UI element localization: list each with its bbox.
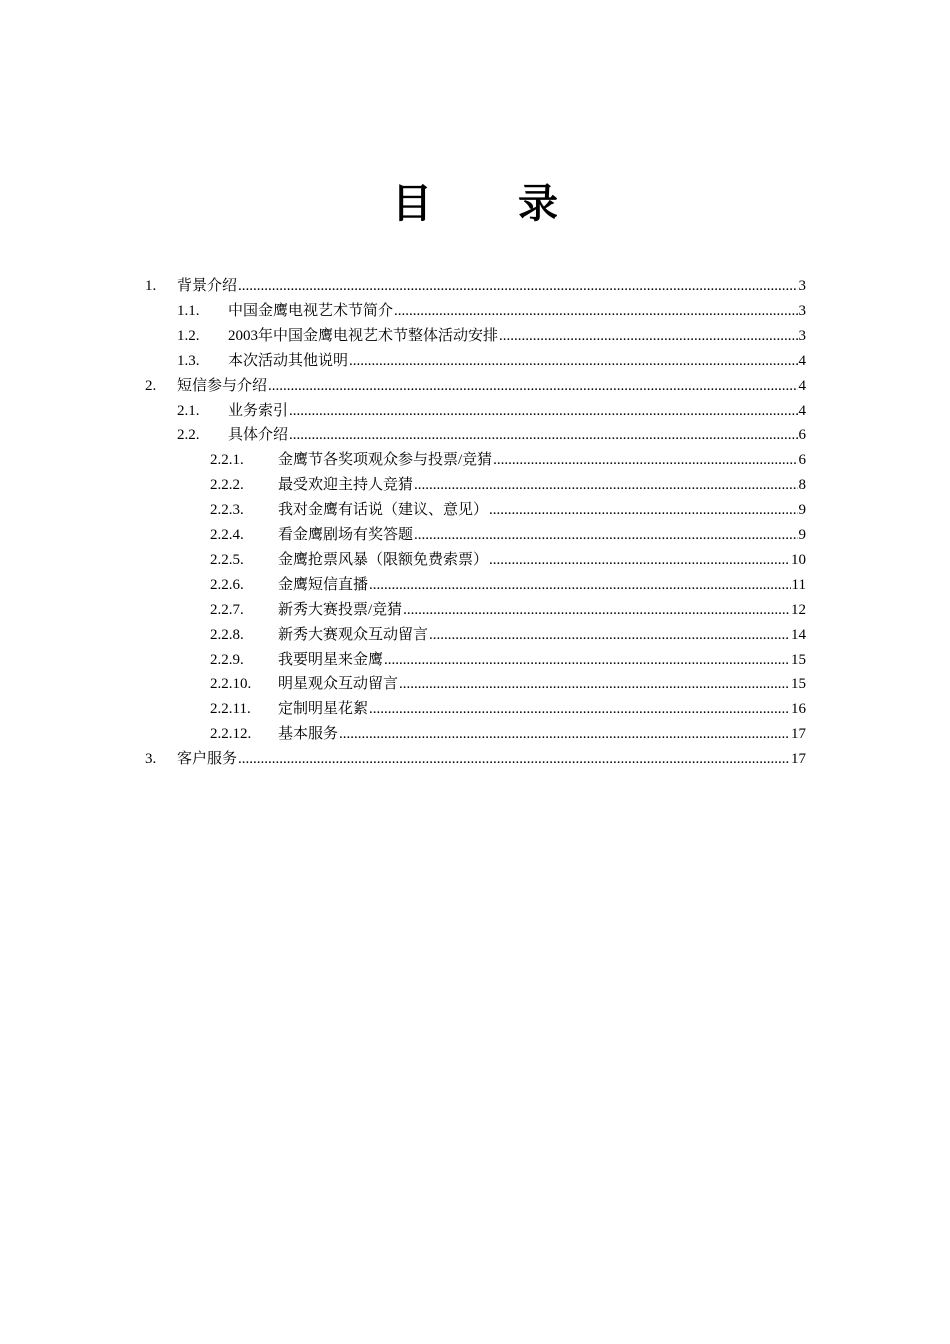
toc-entry-title: 明星观众互动留言 [278,676,399,693]
toc-entry-number: 2.2.5. [210,551,244,568]
toc-entry[interactable] [0,598,950,623]
toc-entry-page: 8 [798,477,806,494]
toc-entry[interactable] [0,324,950,349]
toc-entry-number: 2.2.4. [210,527,244,543]
toc-entry-title: 本次活动其他说明 [228,352,349,369]
toc-entry-page: 9 [798,527,806,543]
toc-entry-title: 新秀大赛观众互动留言 [278,626,429,643]
toc-entry-page: 3 [798,327,806,344]
toc-entry-number: 2.2.6. [210,576,244,593]
toc-entry-number: 2.2.11. [210,701,251,718]
toc-entry-page: 9 [798,502,806,519]
toc-entry[interactable] [0,349,950,374]
toc-entry-title: 背景介绍 [177,278,238,294]
toc-entry-page: 15 [791,651,806,668]
toc-entry-title: 2003年中国金鹰电视艺术节整体活动安排 [228,327,499,344]
toc-entry-page: 3 [798,278,806,294]
toc-dot-leader [414,473,797,498]
toc-entry-title: 短信参与介绍 [177,377,268,394]
toc-entry-number: 2.2.7. [210,601,244,618]
toc-entry-page: 4 [798,402,806,419]
toc-entry-number: 2.2.10. [210,676,252,693]
toc-entry-number: 2.1. [177,402,200,419]
toc-entry[interactable] [0,299,950,324]
toc-entry-title: 具体介绍 [228,427,289,444]
toc-entry[interactable] [0,722,950,747]
toc-entry-number: 2.2. [177,427,200,444]
toc-entry-page: 16 [791,701,806,718]
toc-entry-page: 15 [791,676,806,693]
toc-entry-number: 2.2.2. [210,477,244,494]
toc-entry-number: 2.2.8. [210,626,244,643]
toc-dot-leader [489,548,790,573]
toc-entry-title: 新秀大赛投票/竞猜 [278,601,403,618]
toc-dot-leader [403,598,790,623]
toc-entry-number: 2.2.3. [210,502,244,519]
toc-entry-page: 12 [791,601,806,618]
toc-entry-number: 2.2.12. [210,726,252,743]
toc-entry-page: 4 [798,352,806,369]
toc-entry-page: 10 [791,551,806,568]
toc-entry-page: 17 [791,726,806,743]
toc-dot-leader [493,448,797,473]
toc-entry[interactable] [0,747,950,772]
toc-entry[interactable] [0,623,950,648]
toc-entry-title: 金鹰节各奖项观众参与投票/竞猜 [278,452,493,469]
toc-entry[interactable] [0,399,950,424]
toc-entry-title: 最受欢迎主持人竞猜 [278,477,414,494]
toc-dot-leader [384,648,790,673]
toc-entry-title: 看金鹰剧场有奖答题 [278,527,414,543]
toc-entry-page: 17 [791,751,806,768]
toc-dot-leader [414,523,797,548]
toc-entry-number: 1.3. [177,352,200,369]
toc-entry-title: 中国金鹰电视艺术节简介 [228,302,394,319]
toc-entry-title: 基本服务 [278,726,339,743]
toc-entry-page: 6 [798,452,806,469]
page-title: 目 录 [392,181,594,227]
toc-entry[interactable] [0,498,950,523]
toc-entry-number: 2.2.1. [210,452,244,469]
toc-dot-leader [268,374,797,399]
toc-dot-leader [238,747,790,772]
toc-dot-leader [499,324,797,349]
toc-entry[interactable] [0,573,950,598]
toc-entry-number: 1.2. [177,327,200,344]
toc-dot-leader [289,423,797,448]
toc-entry[interactable] [0,672,950,697]
toc-entry-number: 2. [145,377,157,394]
toc-entry-number: 3. [145,751,157,768]
toc-entry-number: 1.1. [177,302,200,319]
toc-entry-page: 11 [791,576,806,593]
toc-entry-title: 定制明星花絮 [278,701,369,718]
toc-dot-leader [289,399,797,424]
toc-entry[interactable] [0,523,950,548]
toc-entry[interactable] [0,374,950,399]
toc-entry[interactable] [0,697,950,722]
toc-entry[interactable] [0,648,950,673]
toc-entry-title: 我对金鹰有话说（建议、意见） [278,502,489,519]
toc-entry[interactable] [0,448,950,473]
toc-entry[interactable] [0,274,950,299]
toc-dot-leader [429,623,790,648]
toc-entry-page: 3 [798,302,806,319]
toc-dot-leader [489,498,797,523]
toc-entry[interactable] [0,473,950,498]
toc-entry-title: 我要明星来金鹰 [278,651,384,668]
toc-entry-number: 2.2.9. [210,651,244,668]
toc-entry-title: 金鹰短信直播 [278,576,369,593]
toc-dot-leader [339,722,790,747]
toc-entry-page: 4 [798,377,806,394]
toc-entry[interactable] [0,423,950,448]
toc-entry-page: 14 [791,626,806,643]
toc-dot-leader [238,274,797,299]
toc-entry-title: 客户服务 [177,751,238,768]
toc-entry-number: 1. [145,278,157,294]
toc-dot-leader [399,672,790,697]
toc-dot-leader [394,299,797,324]
toc-dot-leader [349,349,797,374]
toc-entry-page: 6 [798,427,806,444]
toc-entry-title: 业务索引 [228,402,289,419]
toc-dot-leader [369,697,790,722]
toc-entry-title: 金鹰抢票风暴（限额免费索票） [278,551,489,568]
toc-dot-leader [369,573,791,598]
toc-entry[interactable] [0,548,950,573]
